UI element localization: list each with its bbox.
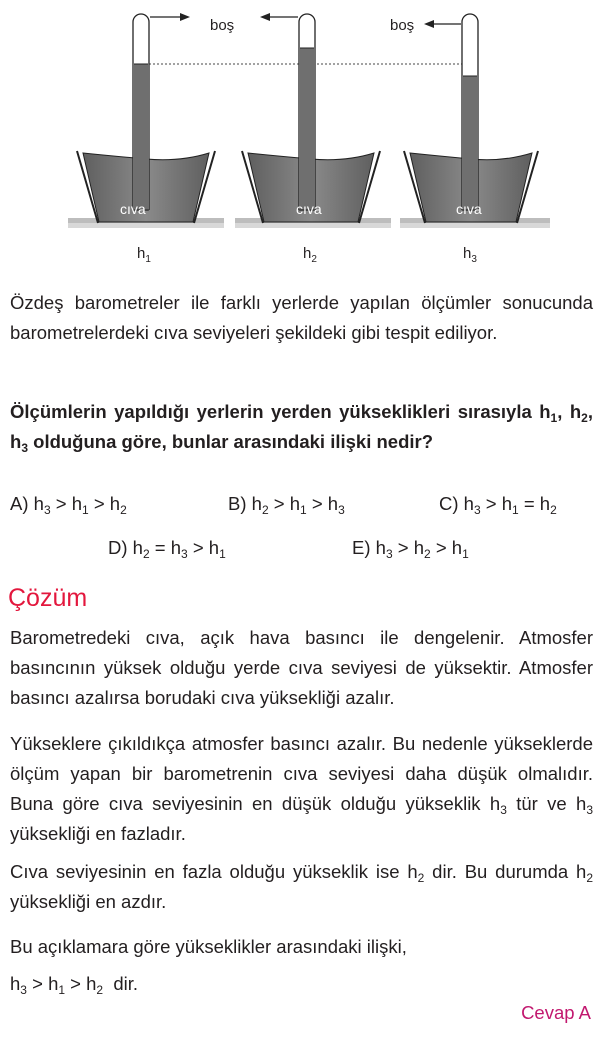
problem-statement: Özdeş barometreler ile farklı yerlerde yapılan ölçümler sonucunda barometrelerdeki cıva seviyeleri şekildeki gibi tespit ediliyor. [10,292,593,343]
option-d[interactable]: D) $h_2 = h_3 > h_1$ [108,537,226,561]
relation-expression: $h_3 > h_1 > h_2$ dir. [10,973,139,997]
mercury-column-1 [134,64,148,211]
solution-paragraph-3: Cıva seviyesinin en fazla olduğu yükseklik ise $h_2$ dir. Bu durumda $h_2$ yüksekliği en azdır. [10,861,594,912]
option-label: B) [228,493,252,514]
mercury-column-2 [300,48,314,211]
option-c[interactable]: C) $h_3 > h_1 = h_2$ [439,493,557,517]
mercury-label-2: cıva [296,201,322,217]
height-label-3: $h_3$ [463,245,477,265]
height-label-2: $h_2$ [303,245,317,265]
solution-title: Çözüm [8,584,88,612]
barometer-figure [0,0,603,275]
solution-paragraph-4: Bu açıklamara göre yükseklikler arasındaki ilişki, [10,936,407,957]
option-label: D) [108,537,133,558]
option-b[interactable]: B) $h_2 > h_1 > h_3$ [228,493,345,517]
option-a[interactable]: A) $h_3 > h_1 > h_2$ [10,493,127,517]
option-label: A) [10,493,34,514]
question-text: Ölçümlerin yapıldığı yerlerin yerden yükseklikleri sırasıyla $h_1$, $h_2$, $h_3$ olduğuna göre, bunlar arasındaki ilişki nedir? [10,401,593,455]
solution-paragraph-1: Barometredeki cıva, açık hava basıncı ile dengelenir. Atmosfer basıncının yüksek olduğu yerde cıva seviyesi de yüksektir. Atmosfer basıncı azalırsa borudaki cıva yüksekliği azalır. [10,627,593,708]
option-e[interactable]: E) $h_3 > h_2 > h_1$ [352,537,469,561]
mercury-label-3: cıva [456,201,482,217]
empty-label-1: boş [210,17,235,34]
mercury-label-1: cıva [120,201,146,217]
barometer-3 [390,14,550,265]
option-label: C) [439,493,464,514]
mercury-column-3 [463,76,477,211]
empty-label-3: boş [390,17,415,34]
option-label: E) [352,537,376,558]
height-label-1: $h_1$ [137,245,151,265]
solution-paragraph-2: Yükseklere çıkıldıkça atmosfer basıncı azalır. Bu nedenle yükseklerde ölçüm yapan bir barometrenin cıva seviyesi daha düşük olmalıdır. Buna göre cıva seviyesinin en düşük olduğu yükseklik $h_3$ tür ve $h_3$ yüksekliği en fazladır. [10,733,593,844]
answer-label: Cevap A [521,1002,591,1023]
barometer-2 [235,13,391,265]
barometer-1 [68,13,234,265]
